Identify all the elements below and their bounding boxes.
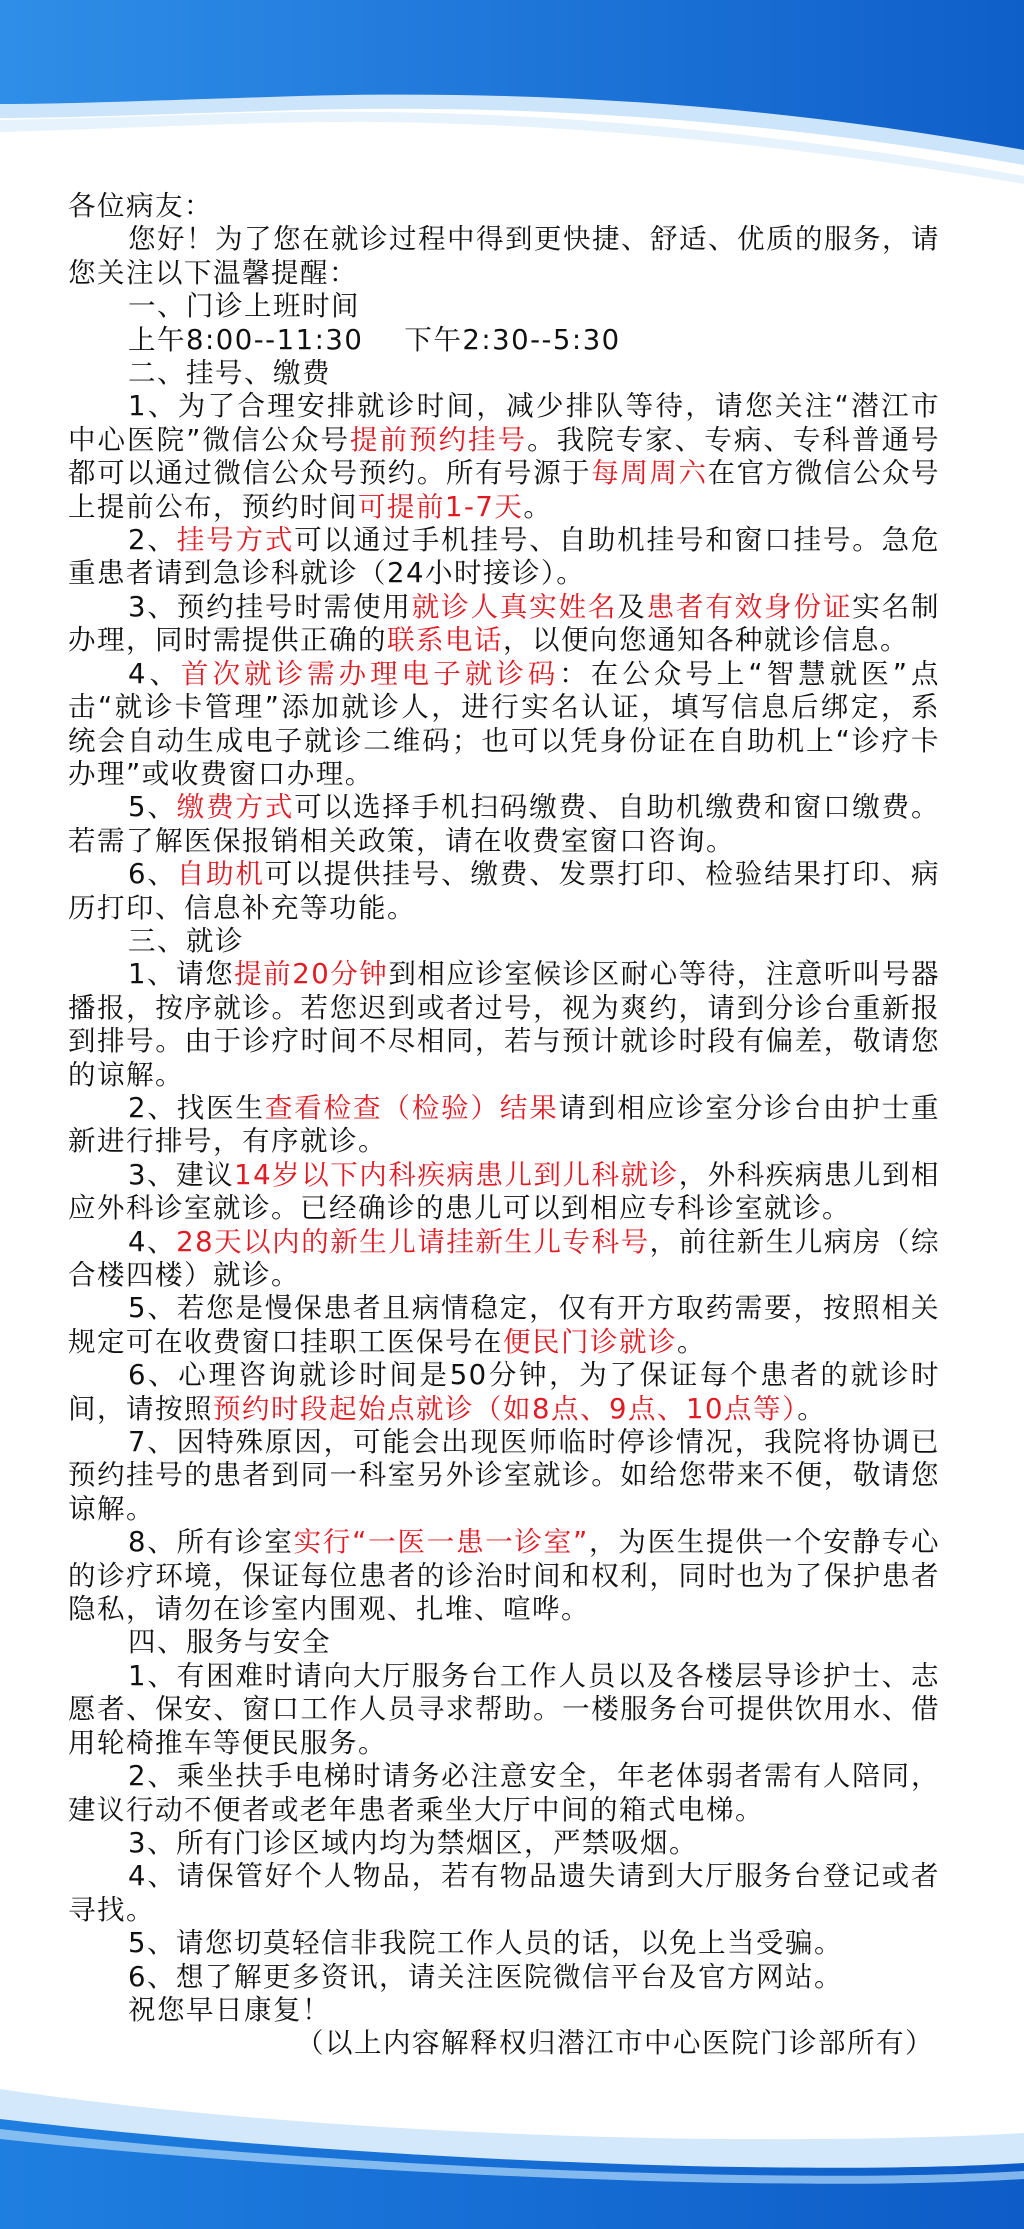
text: 4、 [128, 657, 182, 690]
sec3-item-2 [68, 1092, 940, 1159]
sec3-item-6 [68, 1359, 940, 1426]
text: 可以提供挂号、缴费、发票打印、检验结果打印、病历打印、信息补充等功能。 [68, 858, 941, 924]
text: ，外科疾病患儿到相应外科诊室就诊。已经确诊的患儿可以到相应专科诊室就诊。 [68, 1158, 940, 1225]
sec2-item-6 [68, 858, 940, 925]
text: 实名制办理，同时需提供正确的 [68, 590, 941, 657]
sec2-item-5 [68, 791, 940, 858]
text: 。我院专家、专病、专科普通号都可以通过微信公众号预约。所有号源于 [68, 423, 941, 490]
highlight: 查看检查（检验）结果 [264, 1091, 559, 1124]
text: ，以便向您通知各种就诊信息。 [503, 624, 909, 657]
sec4-item-1: 1、有困难时请向大厅服务台工作人员以及各楼层导诊护士、志愿者、保安、窗口工作人员寻求帮助。一楼服务台可提供饮用水、借用轮椅推车等便民服务。 [68, 1659, 940, 1759]
text: 2、 [128, 524, 177, 557]
highlight: 联系电话 [387, 624, 503, 657]
intro-paragraph: 您好！为了您在就诊过程中得到更快捷、舒适、优质的服务，请您关注以下温馨提醒： [68, 223, 940, 289]
closing-wish: 祝您早日康复！ [128, 1993, 331, 2026]
sec2-item-2 [68, 524, 940, 591]
section-3-title: 三、就诊 [128, 924, 244, 957]
sec2-item-4 [68, 658, 940, 792]
text: 6、心理咨询就诊时间是50分钟，为了保证每个患者的就诊时间，请按照 [68, 1359, 940, 1425]
section-4-title: 四、服务与安全 [128, 1626, 331, 1659]
sec3-item-7: 7、因特殊原因，可能会出现医师临时停诊情况，我院将协调已预约挂号的患者到同一科室另外诊室就诊。如给您带来不便，敬请您谅解。 [68, 1426, 940, 1525]
top-wave-graphic [0, 0, 1024, 200]
sec2-item-3 [68, 591, 940, 658]
highlight: 患者有效身份证 [646, 590, 853, 623]
highlight: 每周周六 [591, 457, 708, 490]
section-1-title: 一、门诊上班时间 [128, 290, 360, 323]
text: 2、找医生 [128, 1091, 265, 1124]
notice-body [68, 190, 940, 2061]
sec4-item-5: 5、请您切莫轻信非我院工作人员的话，以免上当受骗。 [128, 1927, 843, 1960]
highlight: 就诊人真实姓名 [411, 590, 618, 623]
sec3-item-3 [68, 1159, 940, 1226]
highlight: 首次就诊需办理电子就诊码 [181, 657, 560, 690]
clinic-hours [68, 324, 940, 357]
text: 1、为了合理安排就诊时间，减少排队等待，请您关注“潜江市中心医院”微信公众号 [68, 390, 940, 456]
text: 1、请您 [128, 958, 235, 991]
sec4-item-2: 2、乘坐扶手电梯时请务必注意安全，年老体弱者需有人陪同，建议行动不便者或老年患者乘坐大厅中间的箱式电梯。 [68, 1760, 940, 1826]
section-2-title: 二、挂号、缴费 [128, 357, 331, 390]
sec2-item-1 [68, 390, 940, 524]
text: 可以通过手机挂号、自助机挂号和窗口挂号。急危重患者请到急诊科就诊（24小时接诊）。 [68, 524, 941, 590]
bottom-wave-graphic [0, 2059, 1024, 2229]
text: 3、建议 [128, 1158, 235, 1191]
text: ：在公众号上“智慧就医”点击“就诊卡管理”添加就诊人，进行实名认证，填写信息后绑定，系统会自动生成电子就诊二维码；也可以凭身份证在自助机上“诊疗卡办理”或收费窗口办理。 [68, 657, 941, 790]
text: 及 [617, 590, 647, 623]
text: ，为医生提供一个安静专心的诊疗环境，保证每位患者的诊治时间和权利，同时也为了保护患者隐私，请勿在诊室内围观、扎堆、喧哗。 [68, 1526, 940, 1626]
sec3-item-8 [68, 1526, 940, 1626]
text: 请到相应诊室分诊台由护士重新进行排号，有序就诊。 [68, 1091, 941, 1158]
text: 5、 [128, 791, 177, 824]
top-banner [0, 0, 1024, 200]
text: 。 [523, 490, 553, 523]
highlight: 预约时段起始点就诊（如8点、9点、10点等） [213, 1392, 798, 1425]
highlight: 实行“一医一患一诊室” [293, 1526, 589, 1559]
text: ，前往新生儿病房（综合楼四楼）就诊。 [68, 1225, 941, 1291]
text: 在官方微信公众号上提前公布，预约时间 [68, 457, 941, 523]
copyright-footer: （以上内容解释权归潜江市中心医院门诊部所有） [296, 2027, 934, 2060]
text: 6、 [128, 858, 177, 891]
sec4-item-3: 3、所有门诊区域内均为禁烟区，严禁吸烟。 [128, 1826, 698, 1859]
highlight: 提前预约挂号 [350, 423, 528, 456]
sec4-item-6: 6、想了解更多资讯，请关注医院微信平台及官方网站。 [128, 1960, 843, 1993]
greeting: 各位病友： [68, 190, 213, 222]
sec3-item-4 [68, 1226, 940, 1293]
text: 4、 [128, 1225, 177, 1258]
text: 5、若您是慢保患者且病情稳定，仅有开方取药需要，按照相关规定可在收费窗口挂职工医保号在 [68, 1292, 940, 1358]
highlight: 可提前1-7天 [358, 490, 524, 523]
highlight: 提前20分钟 [234, 958, 389, 991]
sec4-item-4: 4、请保管好个人物品，若有物品遗失请到大厅服务台登记或者寻找。 [68, 1860, 940, 1926]
highlight: 缴费方式 [176, 791, 295, 824]
highlight: 14岁以下内科疾病患儿到儿科就诊 [234, 1158, 679, 1191]
text: 到相应诊室候诊区耐心等待，注意听叫号器播报，按序就诊。若您迟到或者过号，视为爽约，请到分诊台重新报到排号。由于诊疗时间不尽相同，若与预计就诊时段有偏差，敬请您的谅解。 [68, 958, 941, 1091]
text: 8、所有诊室 [128, 1526, 294, 1559]
text: 3、预约挂号时需使用 [128, 590, 412, 623]
text: 。 [677, 1325, 706, 1358]
highlight: 便民门诊就诊 [503, 1325, 677, 1358]
bottom-banner [0, 2059, 1024, 2229]
afternoon-hours: 下午2:30--5:30 [404, 323, 621, 356]
text: 可以选择手机扫码缴费、自助机缴费和窗口缴费。若需了解医保报销相关政策，请在收费室窗口咨询。 [68, 791, 941, 857]
highlight: 挂号方式 [176, 524, 295, 557]
sec3-item-5 [68, 1292, 940, 1359]
text: 。 [797, 1392, 827, 1425]
sec3-item-1 [68, 958, 940, 1092]
highlight: 28天以内的新生儿请挂新生儿专科号 [176, 1225, 650, 1258]
morning-hours: 上午8:00--11:30 [128, 323, 364, 356]
highlight: 自助机 [176, 858, 265, 891]
